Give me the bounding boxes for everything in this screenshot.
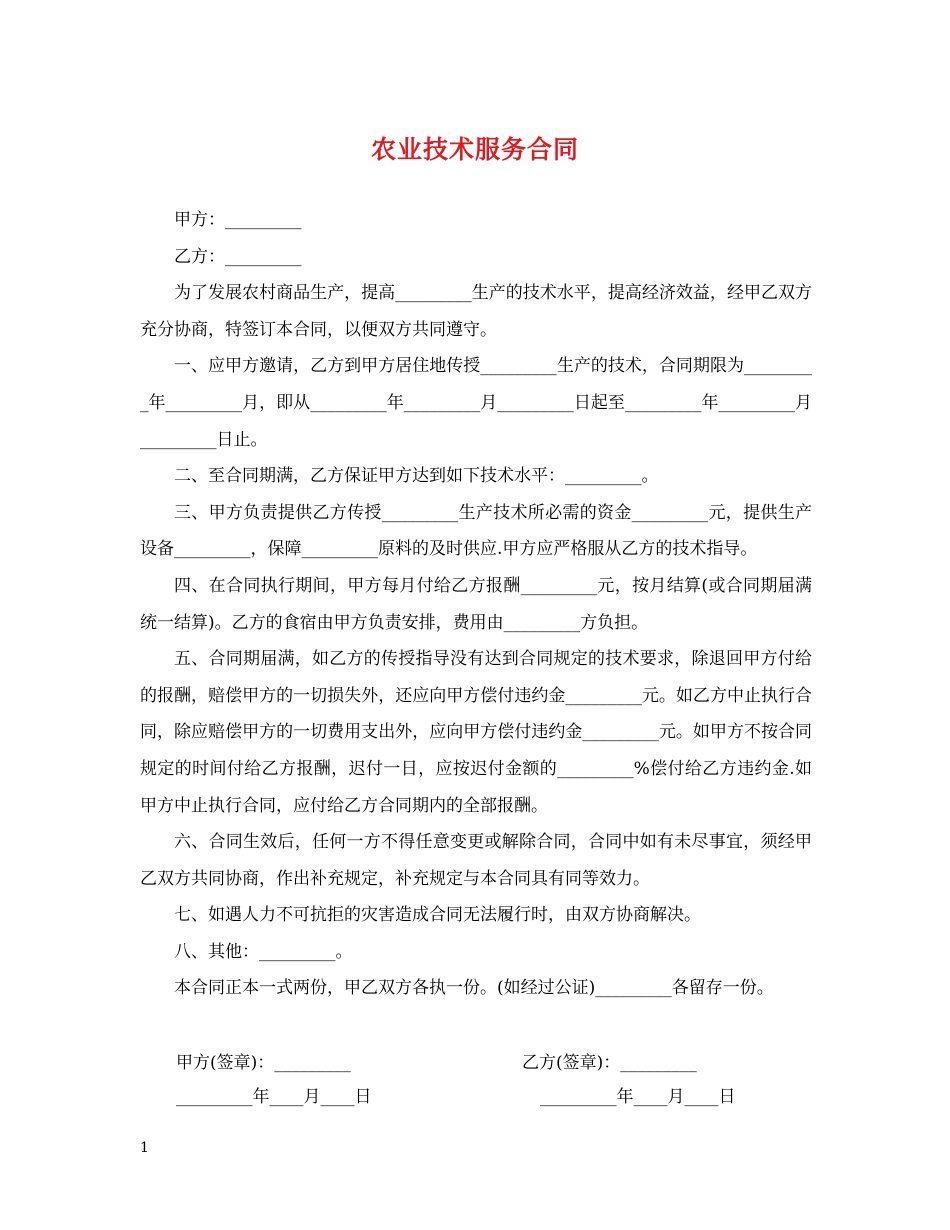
clause-7: 七、如遇人力不可抗拒的灾害造成合同无法履行时，由双方协商解决。 xyxy=(174,905,701,926)
contract-body xyxy=(140,202,812,1007)
document-title: 农业技术服务合同 xyxy=(370,135,579,164)
party-a-signature: 甲方(签章)：_________ xyxy=(176,1053,351,1073)
clause-6: 六、合同生效后，任何一方不得任意变更或解除合同，合同中如有未尽事宜，须经甲乙双方共同协商，作出补充规定，补充规定与本合同具有同等效力。 xyxy=(140,832,812,889)
preamble-paragraph: 为了发展农村商品生产，提高_________生产的技术水平，提高经济效益，经甲乙双方充分协商，特签订本合同，以便双方共同遵守。 xyxy=(140,283,812,340)
party-a-line: 甲方：_________ xyxy=(174,210,302,230)
clause-3: 三、甲方负责提供乙方传授_________生产技术所必需的资金_________元，提供生产设备_________，保障_________原料的及时供应.甲方应严格服从乙方的技术指导。 xyxy=(140,502,812,560)
copies-paragraph: 本合同正本一式两份，甲乙双方各执一份。(如经过公证)_________各留存一份。 xyxy=(174,978,774,999)
party-b-date: _________年____月____日 xyxy=(540,1087,736,1107)
clause-5: 五、合同期届满，如乙方的传授指导没有达到合同规定的技术要求，除退回甲方付给的报酬，赔偿甲方的一切损失外，还应向甲方偿付违约金_________元。如乙方中止执行合同，除应赔偿甲方的一切费用支出外，应向甲方偿付违约金_________元。如甲方不按合同规定的时间付给乙方报酬，迟付一日，应按迟付金额的_________%偿付给乙方违约金.如甲方中止执行合同，应付给乙方合同期内的全部报酬。 xyxy=(140,649,812,816)
party-b-signature: 乙方(签章)：_________ xyxy=(522,1053,697,1073)
clause-4: 四、在合同执行期间，甲方每月付给乙方报酬_________元，按月结算(或合同期届满统一结算)。乙方的食宿由甲方负责安排，费用由_________方负担。 xyxy=(140,575,812,633)
clause-8: 八、其他：_________。 xyxy=(174,941,353,962)
page-number: 1 xyxy=(140,1140,149,1156)
clause-1: 一、应甲方邀请，乙方到甲方居住地传授_________生产的技术，合同期限为_________年_________月，即从_________年_________月_________日起至_________年_________月_________日止。 xyxy=(140,356,812,450)
party-a-date: _________年____月____日 xyxy=(176,1087,372,1107)
party-b-line: 乙方：_________ xyxy=(174,246,302,267)
clause-2: 二、至合同期满，乙方保证甲方达到如下技术水平：_________。 xyxy=(174,466,659,487)
